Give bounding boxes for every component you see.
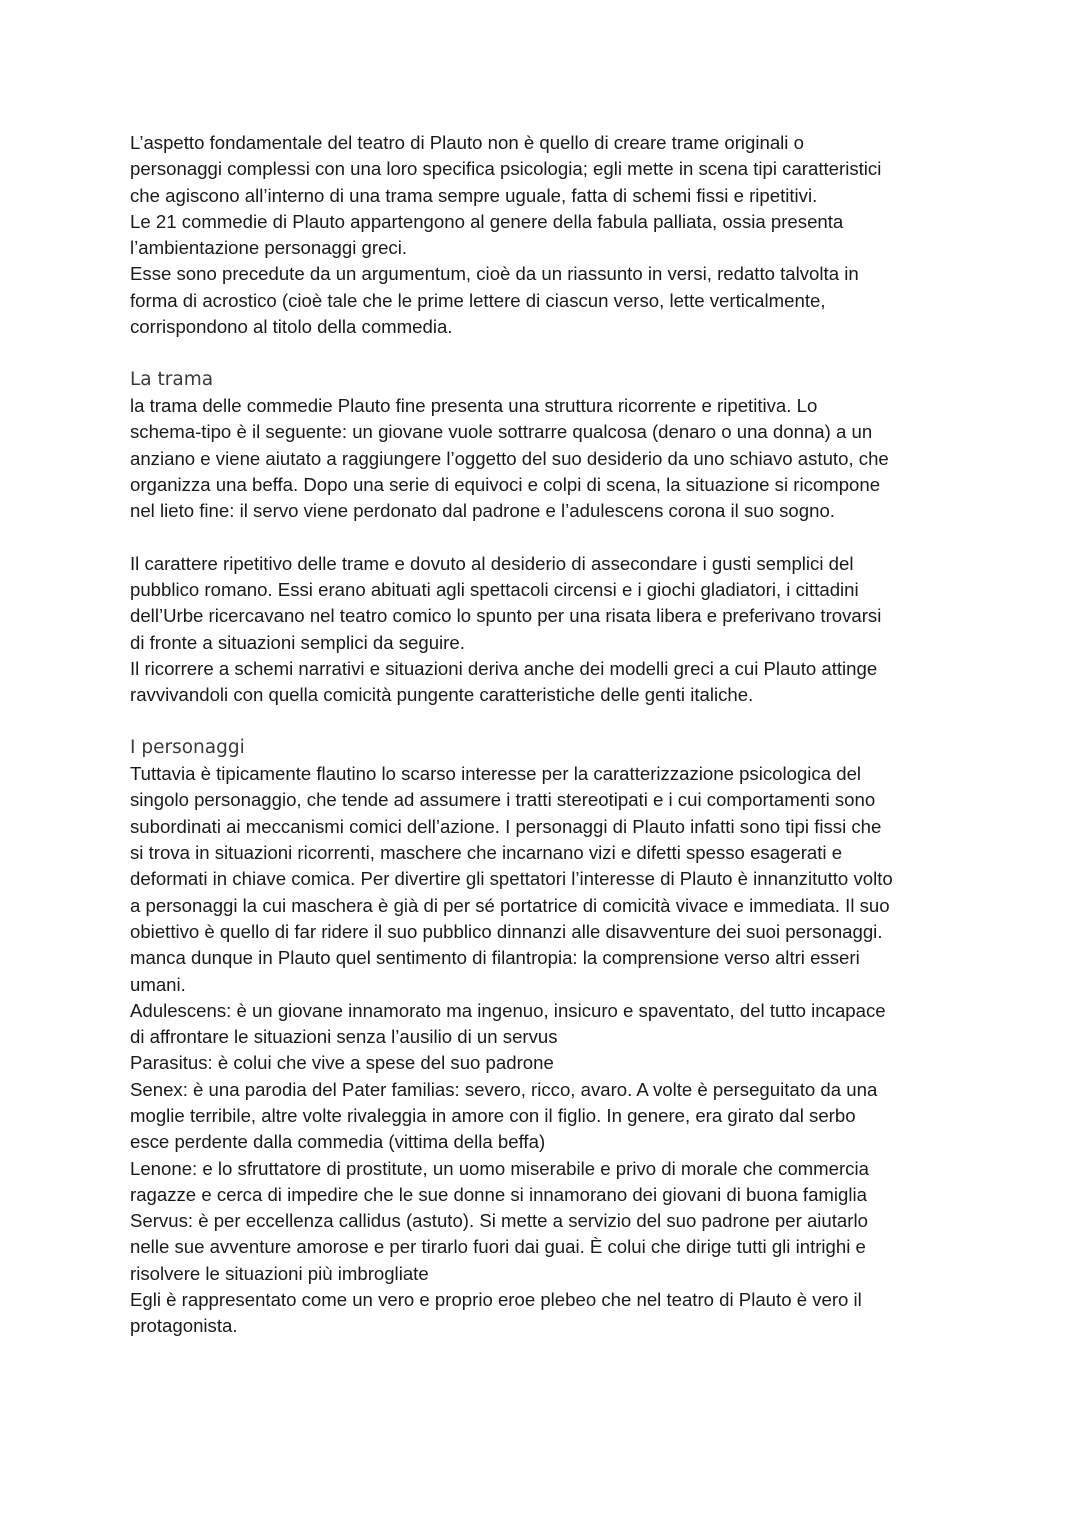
trama-paragraph-3: Il ricorrere a schemi narrativi e situazioni deriva anche dei modelli greci a cui Plauto attinge ravvivandoli con quella comicità pungente caratteristiche delle genti italiche.	[130, 657, 878, 706]
character-lenone: Lenone: e lo sfruttatore di prostitute, un uomo miserabile e privo di morale che commercia ragazze e cerca di impedire che le sue donne si innamorano dei giovani di buona famiglia	[130, 1157, 869, 1205]
intro-paragraph-2: Le 21 commedie di Plauto appartengono al genere della fabula palliata, ossia presenta l’ambientazione personaggi greci.	[130, 210, 844, 259]
section-spacer	[130, 709, 960, 735]
intro-paragraph-3: Esse sono precedute da un argumentum, cioè da un riassunto in versi, redatto talvolta in forma di acrostico (cioè tale che le prime lettere di ciascun verso, lette verticalmente, corrispondono al titolo della commedia.	[130, 263, 859, 338]
trama-section	[130, 367, 960, 709]
document-page	[130, 130, 960, 1340]
character-servus: Servus: è per eccellenza callidus (astuto). Si mette a servizio del suo padrone per aiutarlo nelle sue avventure amorose e per tirarlo fuori dai guai. È colui che dirige tutti gli intrighi e risolvere le situazioni più imbrogliate	[130, 1210, 868, 1284]
character-parasitus: Parasitus: è colui che vive a spese del suo padrone	[130, 1052, 554, 1074]
character-adulescens: Adulescens: è un giovane innamorato ma ingenuo, insicuro e spaventato, del tutto incapace di affrontare le situazioni senza l’ausilio di un servus	[130, 999, 886, 1048]
servus-conclusion: Egli è rappresentato come un vero e proprio eroe plebeo che nel teatro di Plauto è vero il protagonista.	[130, 1289, 862, 1337]
character-senex: Senex: è una parodia del Pater familias: severo, ricco, avaro. A volte è perseguitato da una moglie terribile, altre volte rivaleggia in amore con il figlio. In genere, era girato dal serbo esce perdente dalla commedia (vittima della beffa)	[130, 1078, 878, 1153]
section-heading-trama: La trama	[130, 368, 214, 390]
intro-section	[130, 130, 960, 340]
trama-paragraph-1: la trama delle commedie Plauto fine presenta una struttura ricorrente e ripetitiva. Lo schema-tipo è il seguente: un giovane vuole sottrarre qualcosa (denaro o una donna) a un anziano e viene aiutato a raggiungere l’oggetto del suo desiderio da uno schiavo astuto, che organizza una beffa. Dopo una serie di equivoci e colpi di scena, la situazione si ricompone nel lieto fine: il servo viene perdonato dal padrone e l’adulescens corona il suo sogno.	[130, 394, 889, 522]
personaggi-section	[130, 735, 960, 1340]
personaggi-paragraph-intro: Tuttavia è tipicamente flautino lo scarso interesse per la caratterizzazione psicologica del singolo personaggio, che tende ad assumere i tratti stereotipati e i cui comportamenti sono subordinati ai meccanismi comici dell’azione. I personaggi di Plauto infatti sono tipi fissi che si trova in situazioni ricorrenti, maschere che incarnano vizi e difetti spesso esagerati e deformati in chiave comica. Per divertire gli spettatori l’interesse di Plauto è innanzitutto volto a personaggi la cui maschera è già di per sé portatrice di comicità vivace e immediata. Il suo obiettivo è quello di far ridere il suo pubblico dinnanzi alle disavventure dei suoi personaggi. manca dunque in Plauto quel sentimento di filantropia: la comprensione verso altri esseri umani.	[130, 763, 893, 995]
section-spacer	[130, 340, 960, 366]
paragraph-spacer	[130, 524, 960, 550]
intro-paragraph-1: L’aspetto fondamentale del teatro di Plauto non è quello di creare trame originali o personaggi complessi con una loro specifica psicologia; egli mette in scena tipi caratteristici che agiscono all’interno di una trama sempre uguale, fatta di schemi fissi e ripetitivi.	[130, 132, 882, 206]
section-heading-personaggi: I personaggi	[130, 736, 245, 758]
trama-paragraph-2: Il carattere ripetitivo delle trame e dovuto al desiderio di assecondare i gusti semplici del pubblico romano. Essi erano abituati agli spettacoli circensi e i giochi gladiatori, i cittadini dell’Urbe ricercavano nel teatro comico lo spunto per una risata libera e preferivano trovarsi di fronte a situazioni semplici da seguire.	[130, 552, 882, 653]
